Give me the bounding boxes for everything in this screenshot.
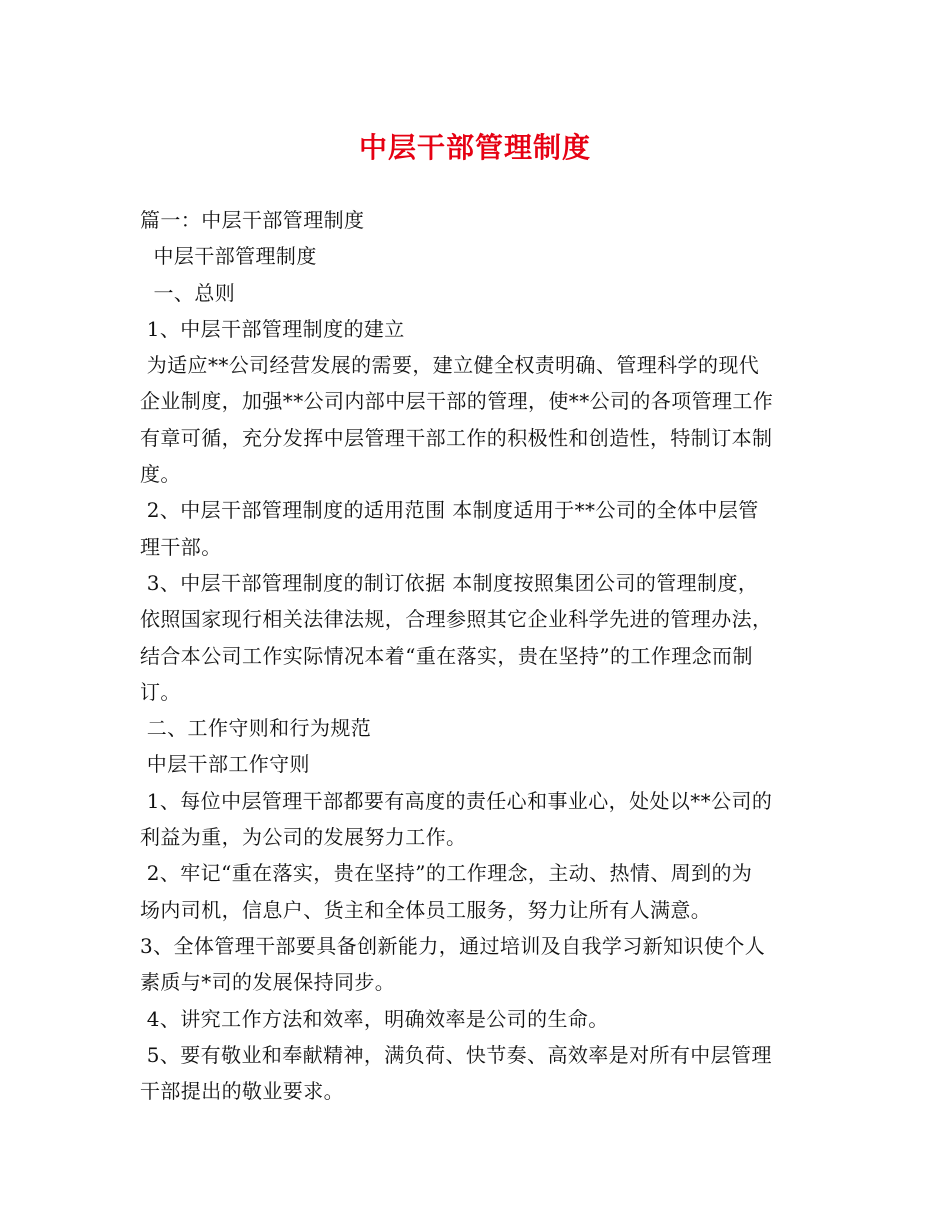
text-line: 度。 xyxy=(140,462,181,487)
text-line: 利益为重，为公司的发展努力工作。 xyxy=(140,825,467,850)
text-line: 依照国家现行相关法律法规，合理参照其它企业科学先进的管理办法， xyxy=(140,607,773,632)
text-line: 4、讲究工作方法和效率，明确效率是公司的生命。 xyxy=(140,1006,609,1031)
document-body xyxy=(140,202,816,1109)
text-line: 企业制度，加强**公司内部中层干部的管理，使**公司的各项管理工作 xyxy=(140,389,774,414)
text-line: 结合本公司工作实际情况本着“重在落实，贵在坚持”的工作理念而制 xyxy=(140,643,753,668)
text-line: 一、总则 xyxy=(140,280,236,305)
text-line: 二、工作守则和行为规范 xyxy=(140,716,372,741)
document-title: 中层干部管理制度 xyxy=(358,131,591,164)
text-line: 素质与*司的发展保持同步。 xyxy=(140,970,396,995)
text-line: 订。 xyxy=(140,679,181,704)
text-line: 1、中层干部管理制度的建立 xyxy=(140,316,405,341)
text-line: 3、全体管理干部要具备创新能力，通过培训及自我学习新知识使个人 xyxy=(140,933,766,958)
text-line: 为适应**公司经营发展的需要，建立健全权责明确、管理科学的现代 xyxy=(140,353,760,378)
text-line: 场内司机，信息户、货主和全体员工服务，努力让所有人满意。 xyxy=(140,897,712,922)
text-line: 5、要有敬业和奉献精神，满负荷、快节奏、高效率是对所有中层管理 xyxy=(140,1042,772,1067)
text-line: 3、中层干部管理制度的制订依据 本制度按照集团公司的管理制度， xyxy=(140,570,759,595)
text-line: 理干部。 xyxy=(140,534,222,559)
text-line: 中层干部工作守则 xyxy=(140,752,310,777)
text-line: 2、牢记“重在落实，贵在坚持”的工作理念，主动、热情、周到的为 xyxy=(140,861,753,886)
text-line: 中层干部管理制度 xyxy=(140,244,317,269)
text-line: 篇一：中层干部管理制度 xyxy=(140,208,365,232)
text-line: 有章可循，充分发挥中层管理干部工作的积极性和创造性，特制订本制 xyxy=(140,425,773,450)
text-line: 2、中层干部管理制度的适用范围 本制度适用于**公司的全体中层管 xyxy=(140,498,759,523)
text-line: 干部提出的敬业要求。 xyxy=(140,1079,344,1104)
text-line: 1、每位中层管理干部都要有高度的责任心和事业心，处处以**公司的 xyxy=(140,788,773,813)
